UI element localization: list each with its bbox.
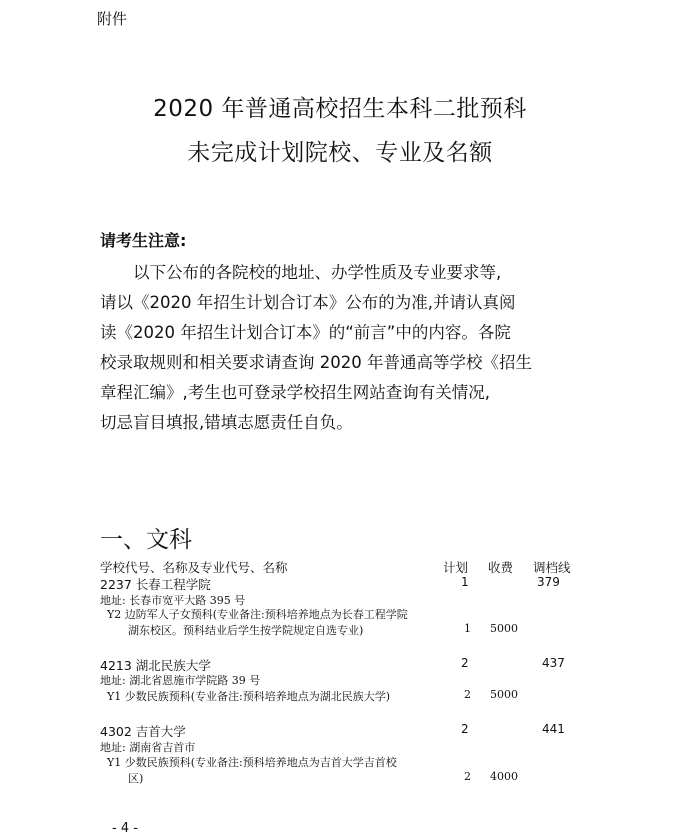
notice-line: 以下公布的各院校的地址、办学性质及专业要求等, (133, 263, 502, 282)
document-title-line1: 2020 年普通高校招生本科二批预科 (153, 96, 527, 122)
major-line: Y1 少数民族预科(专业备注:预科培养地点为湖北民族大学) (107, 690, 391, 703)
notice-line: 章程汇编》,考生也可登录学校招生网站查询有关情况, (100, 383, 490, 402)
document-title-line2: 未完成计划院校、专业及名额 (187, 140, 493, 166)
school-plan: 1 (461, 575, 469, 589)
notice-line: 读《2020 年招生计划合订本》的“前言”中的内容。各院 (100, 323, 511, 342)
notice-line: 切忌盲目填报,错填志愿责任自负。 (100, 413, 353, 432)
major-line: 区) (128, 772, 144, 785)
school-address: 地址: 湖南省吉首市 (100, 741, 196, 754)
header-plan: 计划 (443, 560, 469, 575)
school-address: 地址: 长春市宽平大路 395 号 (100, 594, 246, 607)
school-name: 4302 吉首大学 (100, 724, 186, 739)
major-line: Y2 边防军人子女预科(专业备注:预科培养地点为长春工程学院 (107, 608, 408, 621)
major-line: 湖东校区。预科结业后学生按学院规定自选专业) (128, 624, 364, 637)
school-score: 379 (537, 575, 560, 589)
school-address: 地址: 湖北省恩施市学院路 39 号 (100, 674, 261, 687)
header-score: 调档线 (533, 560, 571, 575)
major-fee: 5000 (490, 688, 518, 701)
notice-paragraph (100, 258, 590, 438)
school-name: 4213 湖北民族大学 (100, 658, 211, 673)
school-score: 441 (542, 722, 565, 736)
major-fee: 5000 (490, 622, 518, 635)
school-plan: 2 (461, 656, 469, 670)
major-fee: 4000 (490, 770, 518, 783)
major-plan: 2 (464, 688, 471, 701)
major-plan: 1 (464, 622, 471, 635)
notice-line: 请以《2020 年招生计划合订本》公布的为准,并请认真阅 (100, 293, 516, 312)
school-score: 437 (542, 656, 565, 670)
attachment-label: 附件 (97, 10, 128, 28)
notice-line: 校录取规则和相关要求请查询 2020 年普通高等学校《招生 (100, 353, 532, 372)
major-line: Y1 少数民族预科(专业备注:预科培养地点为吉首大学吉首校 (107, 756, 397, 769)
header-name: 学校代号、名称及专业代号、名称 (100, 560, 288, 575)
school-plan: 2 (461, 722, 469, 736)
school-name: 2237 长春工程学院 (100, 577, 211, 592)
header-fee: 收费 (488, 560, 514, 575)
section-title: 一、文科 (100, 527, 192, 553)
page-number: - 4 - (112, 821, 138, 836)
notice-heading: 请考生注意: (100, 231, 187, 250)
major-plan: 2 (464, 770, 471, 783)
